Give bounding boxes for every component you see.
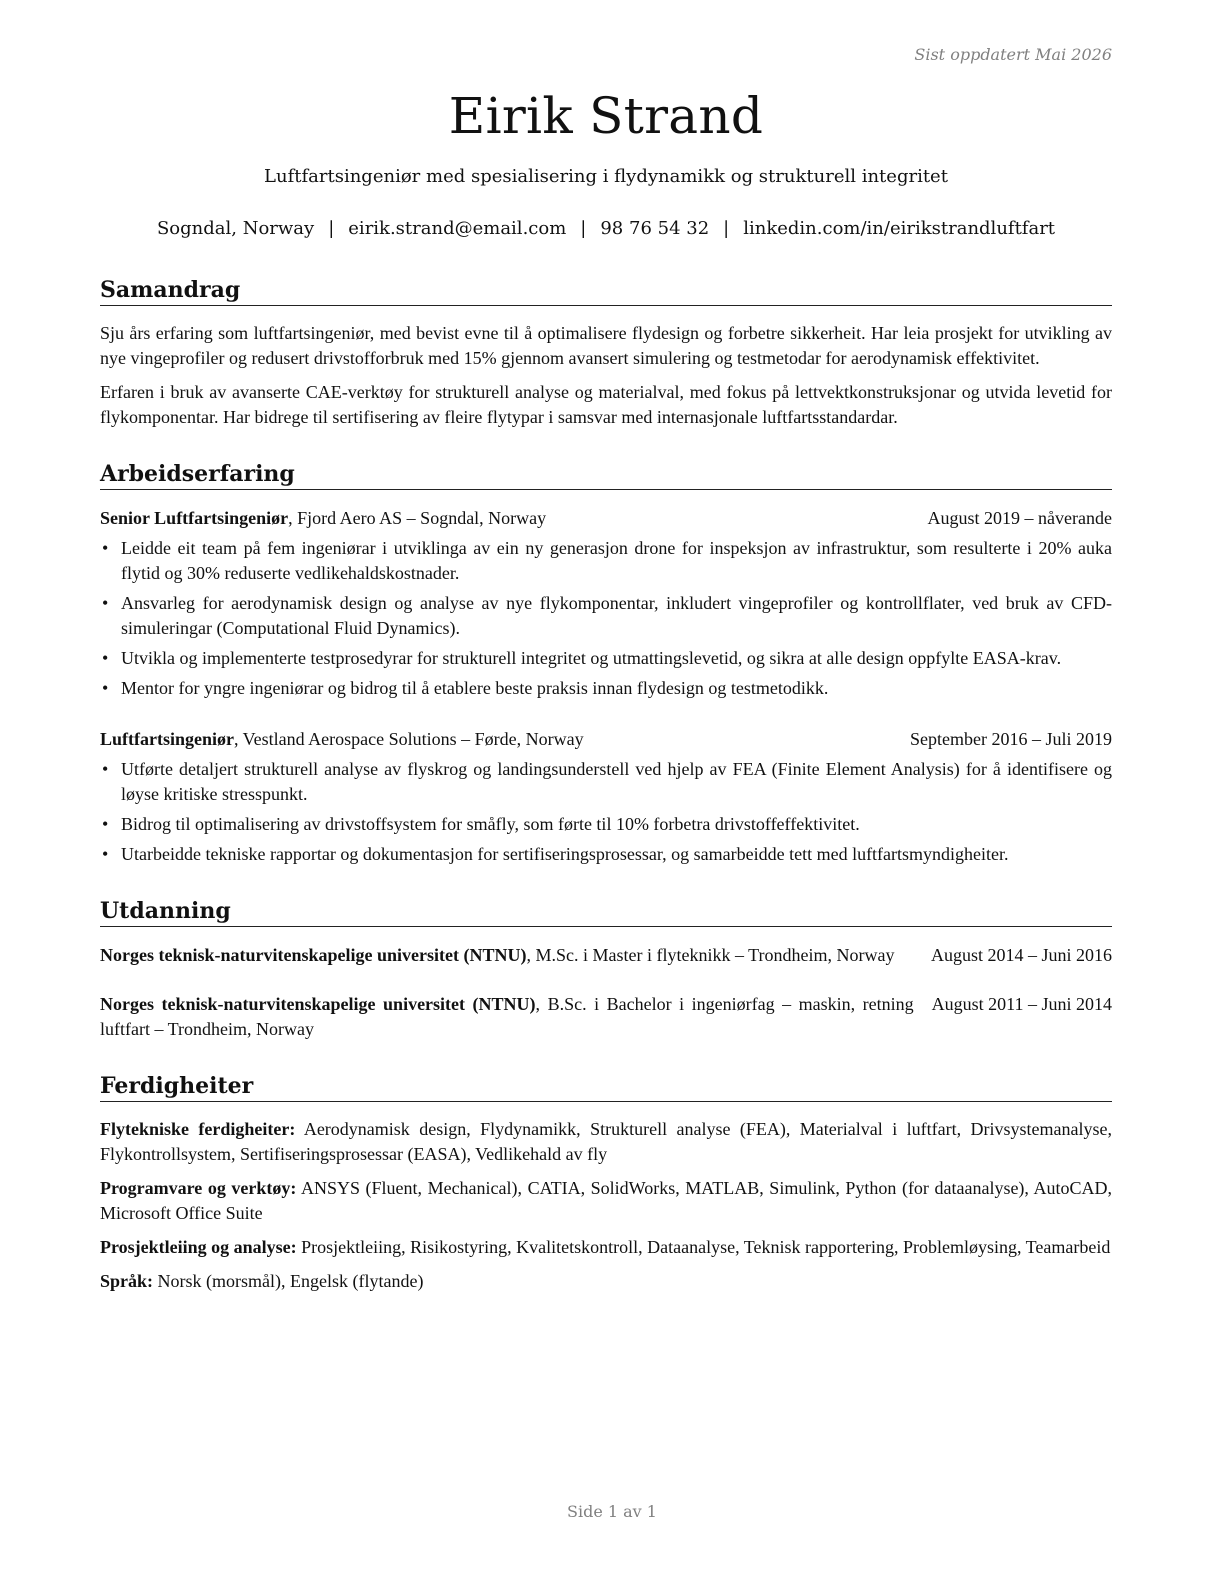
job-header: [100, 727, 1112, 752]
education-dates: August 2014 – Juni 2016: [930, 945, 1112, 965]
bullet-icon: •: [102, 648, 109, 668]
list-item: • Utførte detaljert strukturell analyse av flyskrog og landingsunderstell ved hjelp av FEA (Finite Element Analysis) for å identifisere og løyse kritiske stresspunkt.: [102, 759, 1112, 804]
contact-separator: |: [328, 218, 335, 239]
contact-separator: |: [580, 218, 587, 239]
bullet-icon: •: [102, 593, 109, 613]
job-entry: [100, 506, 1112, 701]
candidate-name: Eirik Strand: [448, 87, 764, 145]
job-entry: [100, 727, 1112, 867]
job-employer: , Fjord Aero AS – Sogndal, Norway: [288, 508, 547, 528]
section-heading-summary: Samandrag: [100, 276, 1112, 306]
contact-linkedin[interactable]: linkedin.com/in/eirikstrandluftfart: [743, 218, 1056, 239]
section-heading-experience: Arbeidserfaring: [100, 460, 1112, 490]
summary-paragraph: Sju års erfaring som luftfartsingeniør, med bevist evne til å optimalisere flydesign og forbetre sikkerheit. Har leia prosjekt for utvikling av nye vingeprofiler og redusert drivstofforbruk med 15% gjennom avansert simulering og testmetodar for aerodynamisk effektivitet.: [100, 323, 1112, 368]
skill-group-text: ANSYS (Fluent, Mechanical), CATIA, SolidWorks, MATLAB, Simulink, Python (for dataanalyse), AutoCAD, Microsoft Office Suite: [100, 1178, 1112, 1223]
skill-group: [100, 1235, 1112, 1260]
education-dates: August 2011 – Juni 2014: [931, 994, 1112, 1014]
job-dates: August 2019 – nåverande: [927, 508, 1112, 528]
section-heading-education: Utdanning: [100, 897, 1112, 927]
bullet-icon: •: [102, 538, 109, 558]
job-bullets: [100, 757, 1112, 867]
last-updated: Sist oppdatert Mai 2026: [914, 45, 1112, 64]
contact-phone[interactable]: 98 76 54 32: [600, 218, 710, 239]
contact-email[interactable]: eirik.strand@email.com: [348, 218, 567, 239]
education-entry: [100, 992, 1112, 1042]
education-school: Norges teknisk-naturvitenskapelige universitet (NTNU): [100, 945, 527, 965]
bullet-icon: •: [102, 844, 109, 864]
contact-location: Sogndal, Norway: [156, 218, 315, 239]
skill-group-label: Språk:: [100, 1271, 154, 1291]
list-item: • Leidde eit team på fem ingeniørar i utviklinga av ein ny generasjon drone for inspeksjon av infrastruktur, som resulterte i 20% auka flytid og 30% reduserte vedlikehaldskostnader.: [102, 538, 1112, 583]
skill-group: [100, 1176, 1112, 1226]
skill-group-text: Norsk (morsmål), Engelsk (flytande): [153, 1271, 424, 1291]
skill-group-label: Programvare og verktøy:: [100, 1178, 297, 1198]
contact-separator: |: [723, 218, 730, 239]
list-item: • Utvikla og implementerte testprosedyrar for strukturell integritet og utmattingslevetid, og sikra at alle design oppfylte EASA-krav.: [100, 646, 1112, 671]
job-employer: , Vestland Aerospace Solutions – Førde, Norway: [234, 729, 584, 749]
list-item: • Ansvarleg for aerodynamisk design og analyse av nye flykomponentar, inkludert vingeprofiler og kontrollflater, ved bruk av CFD-simuleringar (Computational Fluid Dynamics).: [102, 593, 1112, 638]
job-title: Senior Luftfartsingeniør: [100, 508, 289, 528]
skill-group: [100, 1117, 1112, 1167]
contact-line: [100, 216, 1112, 242]
education-entry: [100, 943, 1112, 968]
job-bullets: [100, 536, 1112, 701]
skill-group-text: Prosjektleiing, Risikostyring, Kvalitetskontroll, Dataanalyse, Teknisk rapportering, Problemløysing, Teamarbeid: [296, 1237, 1111, 1257]
skill-group-label: Flytekniske ferdigheiter:: [100, 1119, 296, 1139]
resume-content: [100, 40, 1112, 1294]
summary-paragraph: Erfaren i bruk av avanserte CAE-verktøy for strukturell analyse og materialval, med fokus på lettvektkonstruksjonar og utvida levetid for flykomponentar. Har bidrege til sertifisering av fleire flytypar i samsvar med internasjonale luftfartsstandardar.: [100, 382, 1112, 427]
job-header: [100, 506, 1112, 531]
skill-group-label: Prosjektleiing og analyse:: [100, 1237, 297, 1257]
candidate-subtitle: Luftfartsingeniør med spesialisering i flydynamikk og strukturell integritet: [264, 166, 948, 187]
list-item: • Utarbeidde tekniske rapportar og dokumentasjon for sertifiseringsprosessar, og samarbeidde tett med luftfartsmyndigheiter.: [100, 842, 1112, 867]
section-heading-skills: Ferdigheiter: [100, 1072, 1112, 1102]
list-item: • Bidrog til optimalisering av drivstoffsystem for småfly, som førte til 10% forbetra drivstoffeffektivitet.: [100, 812, 1112, 837]
job-title: Luftfartsingeniør: [100, 729, 234, 749]
bullet-icon: •: [102, 759, 109, 779]
skill-group-text: Aerodynamisk design, Flydynamikk, Strukturell analyse (FEA), Materialval i luftfart, Drivsystemanalyse, Flykontrollsystem, Sertifiseringsprosessar (EASA), Vedlikehald av fly: [100, 1119, 1112, 1164]
page-number: Side 1 av 1: [567, 1502, 657, 1521]
education-school: Norges teknisk-naturvitenskapelige universitet (NTNU): [100, 994, 536, 1014]
bullet-icon: •: [102, 814, 109, 834]
job-dates: September 2016 – Juli 2019: [910, 729, 1112, 749]
bullet-icon: •: [102, 678, 109, 698]
education-degree: , B.Sc. i Bachelor i ingeniørfag – maskin, retning luftfart – Trondheim, Norway: [100, 994, 914, 1039]
list-item: • Mentor for yngre ingeniørar og bidrog til å etablere beste praksis innan flydesign og testmetodikk.: [100, 676, 1112, 701]
skill-group: [100, 1269, 1112, 1294]
education-degree: , M.Sc. i Master i flyteknikk – Trondheim, Norway: [526, 945, 895, 965]
